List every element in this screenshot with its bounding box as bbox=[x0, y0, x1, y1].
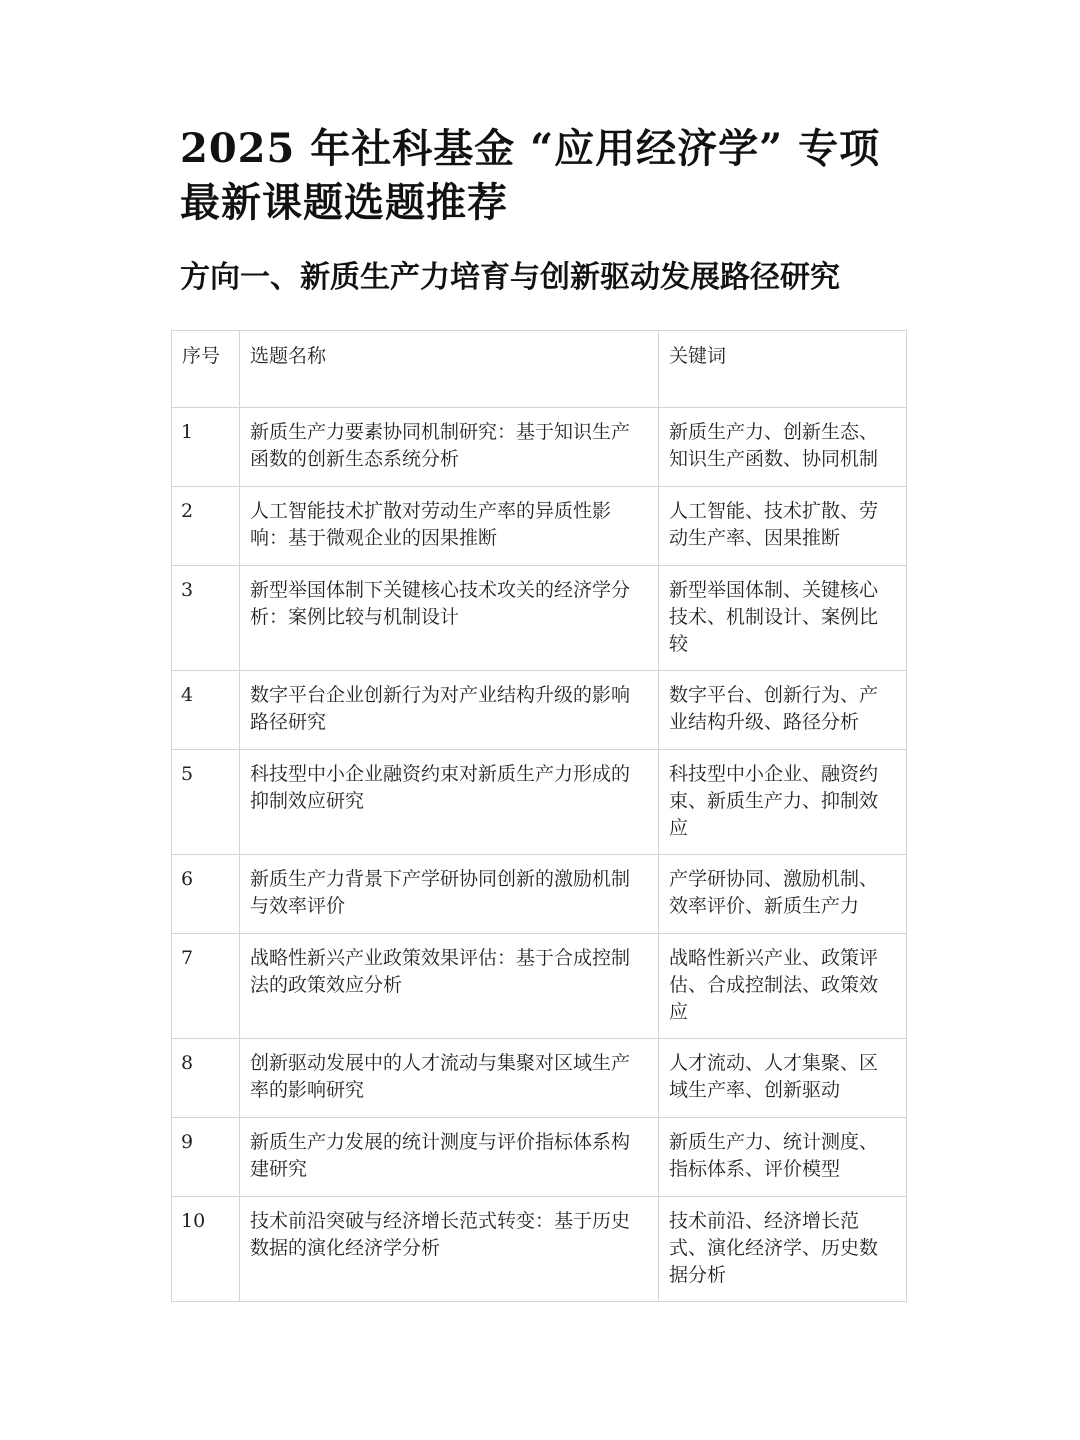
row-title: 创新驱动发展中的人才流动与集聚对区域生产率的影响研究 bbox=[240, 1039, 659, 1118]
header-title: 选题名称 bbox=[240, 331, 659, 408]
document-title: 2025 年社科基金 “应用经济学” 专项最新课题选题推荐 bbox=[180, 125, 881, 226]
table-row bbox=[172, 934, 907, 1039]
row-title: 新质生产力背景下产学研协同创新的激励机制与效率评价 bbox=[240, 855, 659, 934]
row-keywords: 人工智能、技术扩散、劳动生产率、因果推断 bbox=[659, 487, 907, 566]
row-no: 6 bbox=[172, 855, 240, 934]
topics-table bbox=[171, 330, 907, 1302]
table-header-row bbox=[172, 331, 907, 408]
table-row bbox=[172, 1118, 907, 1197]
table-row bbox=[172, 487, 907, 566]
row-no: 5 bbox=[172, 750, 240, 855]
row-no: 4 bbox=[172, 671, 240, 750]
row-no: 2 bbox=[172, 487, 240, 566]
row-title: 新型举国体制下关键核心技术攻关的经济学分析：案例比较与机制设计 bbox=[240, 566, 659, 671]
row-keywords: 战略性新兴产业、政策评估、合成控制法、政策效应 bbox=[659, 934, 907, 1039]
table-row bbox=[172, 566, 907, 671]
row-keywords: 新型举国体制、关键核心技术、机制设计、案例比较 bbox=[659, 566, 907, 671]
header-keywords: 关键词 bbox=[659, 331, 907, 408]
row-keywords: 产学研协同、激励机制、效率评价、新质生产力 bbox=[659, 855, 907, 934]
section-title: 方向一、新质生产力培育与创新驱动发展路径研究 bbox=[180, 260, 840, 295]
row-keywords: 数字平台、创新行为、产业结构升级、路径分析 bbox=[659, 671, 907, 750]
table-row bbox=[172, 671, 907, 750]
row-title: 人工智能技术扩散对劳动生产率的异质性影响：基于微观企业的因果推断 bbox=[240, 487, 659, 566]
table-row bbox=[172, 408, 907, 487]
table-row bbox=[172, 1039, 907, 1118]
row-title: 新质生产力发展的统计测度与评价指标体系构建研究 bbox=[240, 1118, 659, 1197]
row-no: 10 bbox=[172, 1197, 240, 1302]
row-title: 技术前沿突破与经济增长范式转变：基于历史数据的演化经济学分析 bbox=[240, 1197, 659, 1302]
row-keywords: 科技型中小企业、融资约束、新质生产力、抑制效应 bbox=[659, 750, 907, 855]
table-row bbox=[172, 1197, 907, 1302]
row-no: 7 bbox=[172, 934, 240, 1039]
table-row bbox=[172, 855, 907, 934]
row-no: 9 bbox=[172, 1118, 240, 1197]
row-no: 8 bbox=[172, 1039, 240, 1118]
row-keywords: 新质生产力、统计测度、指标体系、评价模型 bbox=[659, 1118, 907, 1197]
header-no: 序号 bbox=[172, 331, 240, 408]
row-no: 3 bbox=[172, 566, 240, 671]
row-keywords: 新质生产力、创新生态、知识生产函数、协同机制 bbox=[659, 408, 907, 487]
row-title: 科技型中小企业融资约束对新质生产力形成的抑制效应研究 bbox=[240, 750, 659, 855]
table-row bbox=[172, 750, 907, 855]
row-keywords: 技术前沿、经济增长范式、演化经济学、历史数据分析 bbox=[659, 1197, 907, 1302]
row-title: 数字平台企业创新行为对产业结构升级的影响路径研究 bbox=[240, 671, 659, 750]
row-title: 新质生产力要素协同机制研究：基于知识生产函数的创新生态系统分析 bbox=[240, 408, 659, 487]
row-keywords: 人才流动、人才集聚、区域生产率、创新驱动 bbox=[659, 1039, 907, 1118]
row-title: 战略性新兴产业政策效果评估：基于合成控制法的政策效应分析 bbox=[240, 934, 659, 1039]
row-no: 1 bbox=[172, 408, 240, 487]
